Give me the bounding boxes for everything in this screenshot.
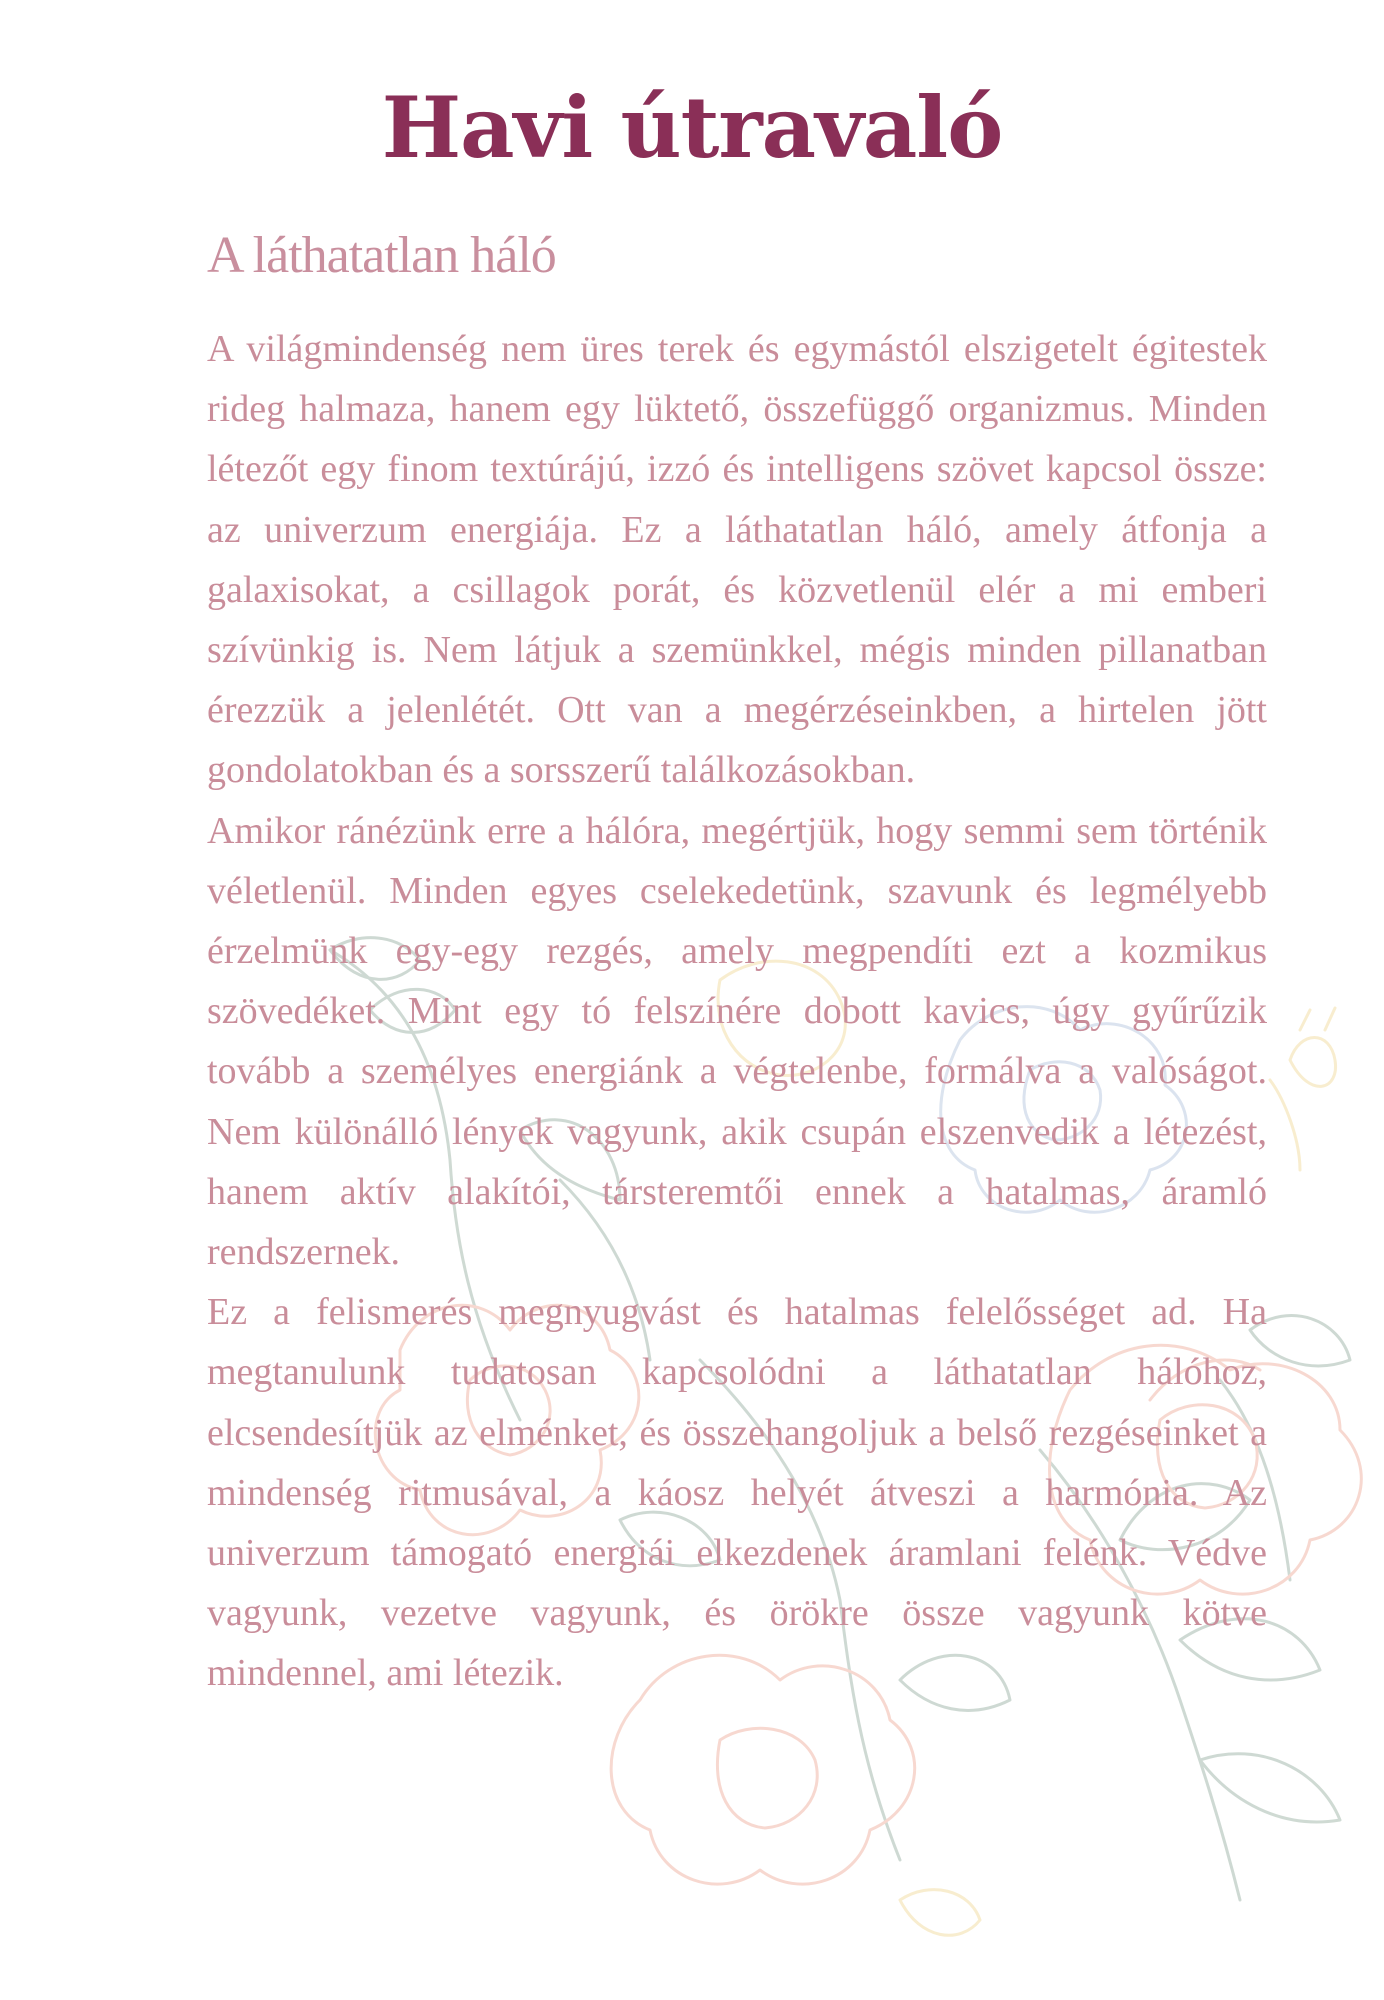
section-subtitle: A láthatatlan háló <box>207 227 556 284</box>
paragraph: A világmindenség nem üres terek és egymástól elszigetelt égitestek rideg halmaza, hanem egy lüktető, összefüggő organizmus. Minden létezőt egy finom textúrájú, izzó és intelligens szövet kapcsol össze: az univerzum energiája. Ez a láthatatlan háló, amely átfonja a galaxisokat, a csillagok porát, és közvetlenül elér a mi emberi szívünkig is. Nem látjuk a szemünkkel, mégis minden pillanatban érezzük a jelenlétét. Ott van a megérzéseinkben, a hirtelen jött gondolatokban és a sorsszerű találkozásokban. <box>207 328 1267 792</box>
paragraph: Ez a felismerés megnyugvást és hatalmas felelősséget ad. Ha megtanulunk tudatosan kapcsolódni a láthatatlan hálóhoz, elcsendesítjük az elménket, és összehangoljuk a belső rezgéseinket a mindenség ritmusával, a káosz helyét átveszi a harmónia. Az univerzum támogató energiái elkezdenek áramlani felénk. Védve vagyunk, vezetve vagyunk, és örökre össze vagyunk kötve mindennel, ami létezik. <box>207 1291 1267 1695</box>
paragraph: Amikor ránézünk erre a hálóra, megértjük, hogy semmi sem történik véletlenül. Minden egyes cselekedetünk, szavunk és legmélyebb érzelmünk egy-egy rezgés, amely megpendíti ezt a kozmikus szövedéket. Mint egy tó felszínére dobott kavics, úgy gyűrűzik tovább a személyes energiánk a végtelenbe, formálva a valóságot. Nem különálló lények vagyunk, akik csupán elszenvedik a létezést, hanem aktív alakítói, társteremtői ennek a hatalmas, áramló rendszernek. <box>207 809 1267 1274</box>
body-text <box>207 319 1267 1704</box>
page-title: Havi útravaló <box>381 78 1003 177</box>
